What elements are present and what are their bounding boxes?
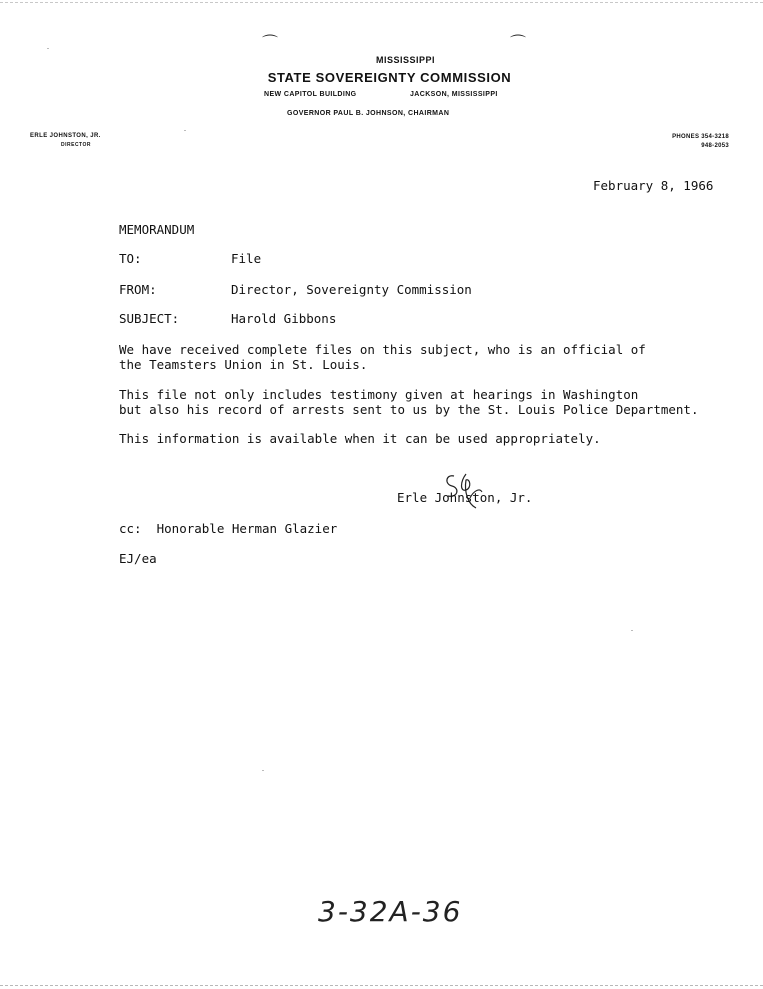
scan-speck — [631, 630, 633, 631]
signature-typed-name: Erle Johnston, Jr. — [397, 490, 533, 505]
letterhead-city: JACKSON, MISSISSIPPI — [410, 91, 498, 98]
paragraph-2-line-1: This file not only includes testimony given at hearings in Washington — [119, 387, 639, 402]
scan-speck — [184, 130, 186, 131]
handwritten-file-number: 3-32A-36 — [318, 895, 463, 928]
from-value: Director, Sovereignty Commission — [231, 282, 472, 297]
letterhead-director-name: ERLE JOHNSTON, JR. — [30, 133, 101, 139]
cc-line: cc: Honorable Herman Glazier — [119, 521, 338, 536]
scan-speck — [262, 770, 264, 771]
paragraph-1-line-2: the Teamsters Union in St. Louis. — [119, 357, 368, 372]
bottom-edge-line — [0, 985, 763, 986]
letterhead-director-title: DIRECTOR — [61, 142, 92, 148]
memo-heading: MEMORANDUM — [119, 222, 195, 237]
from-label: FROM: — [119, 282, 157, 297]
letterhead-state: MISSISSIPPI — [375, 55, 436, 65]
paragraph-2-line-2: but also his record of arrests sent to us by the St. Louis Police Department. — [119, 402, 699, 417]
to-value: File — [231, 251, 262, 266]
paragraph-1-line-1: We have received complete files on this subject, who is an official of — [119, 342, 646, 357]
punch-mark-right: ⌒ — [510, 33, 527, 52]
letterhead-phone-1: PHONES 354-3218 — [672, 134, 729, 140]
punch-mark-left: ⌒ — [262, 33, 279, 52]
subject-value: Harold Gibbons — [231, 311, 337, 326]
top-edge-dots — [0, 2, 763, 3]
letterhead-commission: STATE SOVEREIGNTY COMMISSION — [267, 70, 512, 85]
letterhead-phone-2: 948-2053 — [701, 143, 729, 149]
typist-initials: EJ/ea — [119, 551, 157, 566]
letterhead-building: NEW CAPITOL BUILDING — [264, 91, 357, 98]
paragraph-3: This information is available when it can be used appropriately. — [119, 431, 601, 446]
scan-speck — [47, 48, 49, 49]
to-label: TO: — [119, 251, 142, 266]
letterhead-governor: GOVERNOR PAUL B. JOHNSON, CHAIRMAN — [287, 110, 450, 117]
memo-date: February 8, 1966 — [593, 178, 714, 193]
subject-label: SUBJECT: — [119, 311, 180, 326]
